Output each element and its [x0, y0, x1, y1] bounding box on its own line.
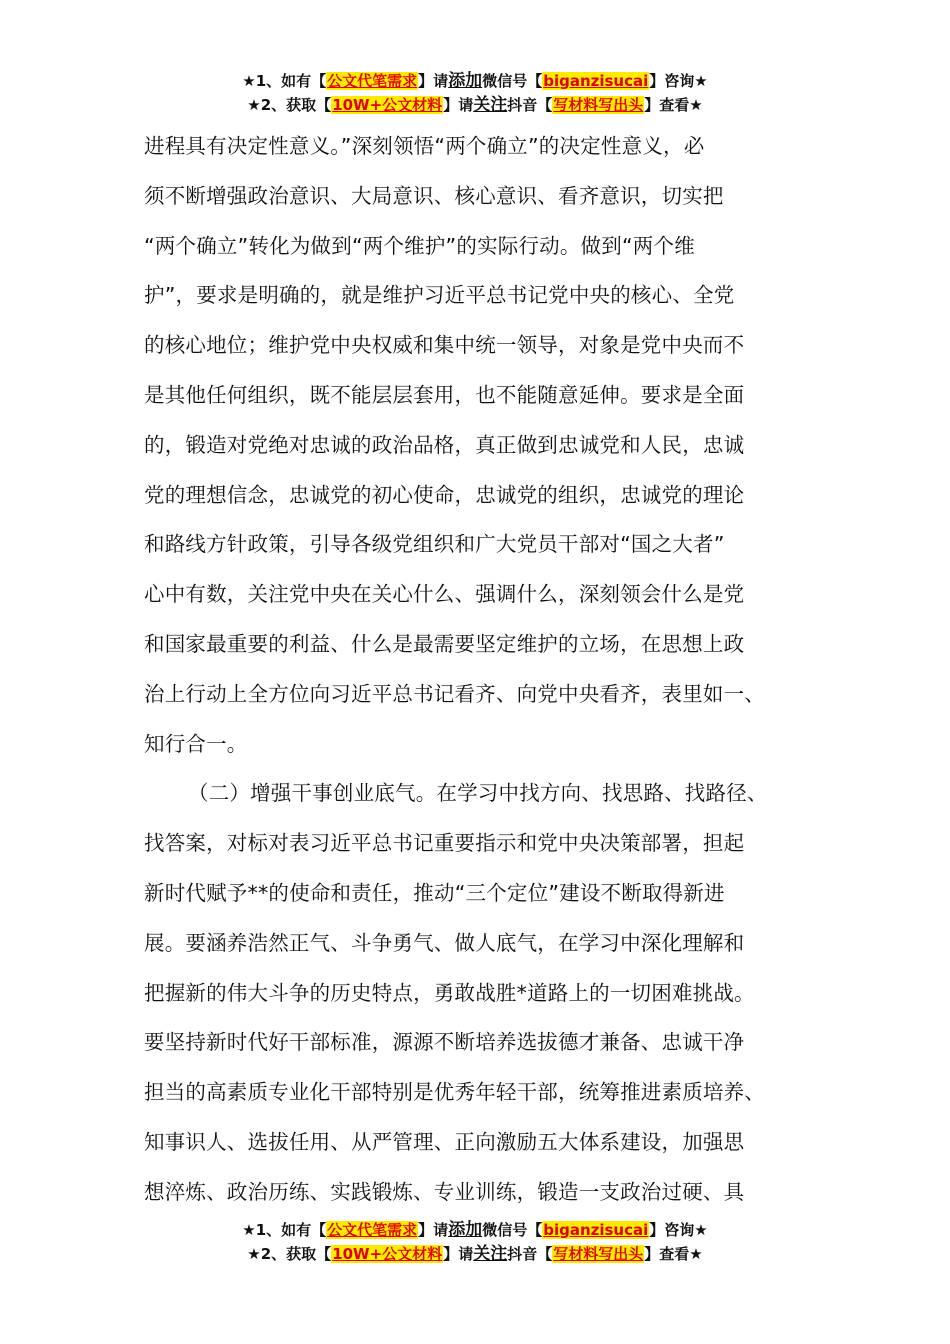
body-line: 把握新的伟大斗争的历史特点，勇敢战胜*道路上的一切困难挑战。: [144, 980, 755, 1005]
footer-ad-line-1: ★1、如有【公文代笔需求】请添加微信号【biganzisucai】咨询★: [242, 1220, 708, 1240]
highlight-wechat-id: biganzisucai: [543, 1221, 649, 1239]
star-icon: ★: [689, 1245, 703, 1263]
body-line: 和路线方针政策，引导各级党组织和广大党员干部对“国之大者”: [144, 532, 725, 557]
star-icon: ★: [242, 1221, 256, 1239]
body-line: （二）增强干事创业底气。在学习中找方向、找思路、找路径、: [188, 781, 768, 806]
star-icon: ★: [694, 72, 708, 90]
highlight-materials: 10W+公文材料: [332, 96, 443, 114]
header-ad-line-1: ★1、如有【公文代笔需求】请添加微信号【biganzisucai】咨询★: [242, 71, 708, 91]
body-line: 治上行动上全方位向习近平总书记看齐、向党中央看齐，表里如一、: [144, 681, 765, 706]
document-body: [144, 122, 824, 1218]
header-ad-line-2: ★2、获取【10W+公文材料】请关注抖音【写材料写出头】查看★: [247, 95, 703, 115]
highlight-douyin-account: 写材料写出头: [553, 1245, 644, 1263]
body-line: 新时代赋予**的使命和责任，推动“三个定位”建设不断取得新进: [144, 880, 725, 905]
body-line: 找答案，对标对表习近平总书记重要指示和党中央决策部署，担起: [144, 831, 745, 856]
star-icon: ★: [247, 1245, 261, 1263]
highlight-wechat-id: biganzisucai: [543, 72, 649, 90]
body-line: 知事识人、选拔任用、从严管理、正向激励五大体系建设，加强思: [144, 1129, 745, 1154]
star-icon: ★: [694, 1221, 708, 1239]
body-line: 知行合一。: [144, 731, 248, 756]
body-line: 党的理想信念，忠诚党的初心使命，忠诚党的组织，忠诚党的理论: [144, 482, 745, 507]
highlight-materials: 10W+公文材料: [332, 1245, 443, 1263]
star-icon: ★: [247, 96, 261, 114]
body-line: “两个确立”转化为做到“两个维护”的实际行动。做到“两个维: [144, 233, 695, 258]
body-line: 护”，要求是明确的，就是维护习近平总书记党中央的核心、全党: [144, 283, 735, 308]
body-line: 担当的高素质专业化干部特别是优秀年轻干部，统筹推进素质培养、: [144, 1080, 765, 1105]
highlight-douyin-account: 写材料写出头: [553, 96, 644, 114]
body-line: 和国家最重要的利益、什么是最需要坚定维护的立场，在思想上政: [144, 631, 745, 656]
highlight-service: 公文代笔需求: [327, 72, 418, 90]
body-line: 须不断增强政治意识、大局意识、核心意识、看齐意识，切实把: [144, 183, 724, 208]
body-line: 的核心地位；维护党中央权威和集中统一领导，对象是党中央而不: [144, 333, 745, 358]
body-line: 的，锻造对党绝对忠诚的政治品格，真正做到忠诚党和人民，忠诚: [144, 432, 745, 457]
body-line: 是其他任何组织，既不能层层套用，也不能随意延伸。要求是全面: [144, 382, 745, 407]
body-line: 要坚持新时代好干部标准，源源不断培养选拔德才兼备、忠诚干净: [144, 1030, 745, 1055]
star-icon: ★: [689, 96, 703, 114]
body-line: 进程具有决定性意义。”深刻领悟“两个确立”的决定性意义，必: [144, 134, 705, 158]
body-line: 心中有数，关注党中央在关心什么、强调什么，深刻领会什么是党: [144, 582, 745, 607]
highlight-service: 公文代笔需求: [327, 1221, 418, 1239]
star-icon: ★: [242, 72, 256, 90]
body-line: 展。要涵养浩然正气、斗争勇气、做人底气，在学习中深化理解和: [144, 930, 745, 955]
body-line: 想淬炼、政治历练、实践锻炼、专业训练，锻造一支政治过硬、具: [144, 1179, 745, 1204]
footer-ad-line-2: ★2、获取【10W+公文材料】请关注抖音【写材料写出头】查看★: [247, 1244, 703, 1264]
